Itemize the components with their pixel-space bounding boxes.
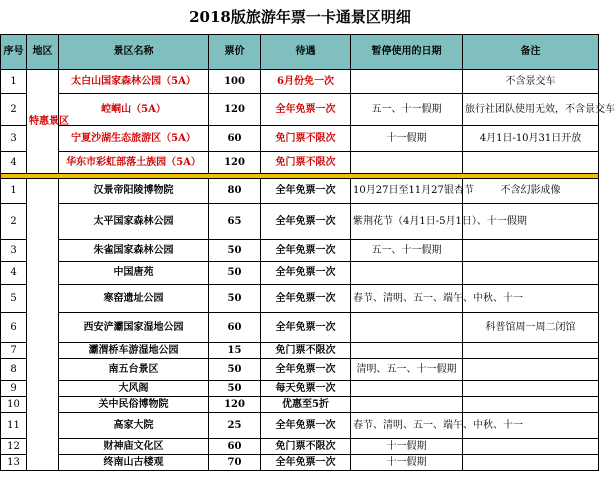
row-name: 终南山古楼观 xyxy=(59,455,209,471)
row-price: 120 xyxy=(209,397,261,413)
row-treatment: 免门票不限次 xyxy=(261,343,351,359)
header-no: 序号 xyxy=(1,35,27,70)
row-remarks xyxy=(463,343,599,359)
row-name: 财神庙文化区 xyxy=(59,439,209,455)
row-price: 50 xyxy=(209,262,261,285)
row-price: 50 xyxy=(209,285,261,313)
row-name: 南五台景区 xyxy=(59,359,209,381)
row-treatment: 免门票不限次 xyxy=(261,126,351,152)
row-remarks xyxy=(463,359,599,381)
row-remarks: 不含幻影成像 xyxy=(463,179,599,204)
row-remarks: 不含景交车 xyxy=(463,70,599,94)
row-treatment: 免门票不限次 xyxy=(261,439,351,455)
row-suspended: 清明、五一、十一假期 xyxy=(351,359,463,381)
row-treatment: 全年免票一次 xyxy=(261,240,351,262)
table-row xyxy=(1,70,599,94)
row-remarks: 4月1日-10月31日开放 xyxy=(463,126,599,152)
row-treatment: 全年免票一次 xyxy=(261,204,351,240)
row-no: 13 xyxy=(1,455,27,471)
table-row xyxy=(1,204,599,240)
row-no: 5 xyxy=(1,285,27,313)
row-price: 120 xyxy=(209,94,261,126)
header-name: 景区名称 xyxy=(59,35,209,70)
row-no: 6 xyxy=(1,313,27,343)
row-no: 7 xyxy=(1,343,27,359)
header-row xyxy=(1,35,599,70)
row-remarks xyxy=(463,397,599,413)
row-name: 西安浐灞国家湿地公园 xyxy=(59,313,209,343)
row-suspended: 十一假期 xyxy=(351,439,463,455)
row-name: 中国唐苑 xyxy=(59,262,209,285)
row-suspended: 十一假期 xyxy=(351,126,463,152)
table-row xyxy=(1,439,599,455)
row-treatment: 每天免票一次 xyxy=(261,381,351,397)
row-remarks xyxy=(463,455,599,471)
row-no: 10 xyxy=(1,397,27,413)
row-no: 8 xyxy=(1,359,27,381)
row-name: 汉景帝阳陵博物院 xyxy=(59,179,209,204)
row-suspended: 十一假期 xyxy=(351,455,463,471)
table-row xyxy=(1,262,599,285)
table-row xyxy=(1,455,599,471)
table-row xyxy=(1,126,599,152)
header-suspended: 暂停使用的日期 xyxy=(351,35,463,70)
row-suspended: 紫荆花节（4月1日-5月1日）、十一假期 xyxy=(351,204,463,240)
row-name: 寒窑遗址公园 xyxy=(59,285,209,313)
region-cell-empty xyxy=(27,179,59,471)
row-suspended: 五一、十一假期 xyxy=(351,94,463,126)
row-no: 3 xyxy=(1,240,27,262)
row-name: 关中民俗博物院 xyxy=(59,397,209,413)
table-row xyxy=(1,313,599,343)
region-cell: 特惠景区 xyxy=(27,70,59,174)
row-remarks xyxy=(463,439,599,455)
row-suspended: 10月27日至11月27银杏节 xyxy=(351,179,463,204)
header-treatment: 待遇 xyxy=(261,35,351,70)
row-no: 1 xyxy=(1,70,27,94)
table-row xyxy=(1,359,599,381)
row-treatment: 全年免票一次 xyxy=(261,285,351,313)
row-suspended xyxy=(351,397,463,413)
row-remarks xyxy=(463,262,599,285)
row-no: 11 xyxy=(1,413,27,439)
row-treatment: 全年免票一次 xyxy=(261,413,351,439)
table-row xyxy=(1,240,599,262)
row-suspended xyxy=(351,70,463,94)
row-price: 70 xyxy=(209,455,261,471)
table-row xyxy=(1,381,599,397)
row-no: 3 xyxy=(1,126,27,152)
row-remarks xyxy=(463,240,599,262)
row-no: 1 xyxy=(1,179,27,204)
header-remarks: 备注 xyxy=(463,35,599,70)
row-price: 60 xyxy=(209,313,261,343)
table-row xyxy=(1,94,599,126)
row-suspended xyxy=(351,381,463,397)
row-remarks: 旅行社团队使用无效，不含景交车 xyxy=(463,94,599,126)
header-price: 票价 xyxy=(209,35,261,70)
table-row xyxy=(1,179,599,204)
row-treatment: 免门票不限次 xyxy=(261,152,351,174)
row-treatment: 6月份免一次 xyxy=(261,70,351,94)
row-price: 15 xyxy=(209,343,261,359)
row-no: 12 xyxy=(1,439,27,455)
row-price: 60 xyxy=(209,439,261,455)
row-price: 50 xyxy=(209,240,261,262)
row-name: 宁夏沙湖生态旅游区（5A） xyxy=(59,126,209,152)
table-row xyxy=(1,285,599,313)
row-treatment: 优惠至5折 xyxy=(261,397,351,413)
row-treatment: 全年免票一次 xyxy=(261,455,351,471)
row-name: 大风阁 xyxy=(59,381,209,397)
table-row xyxy=(1,343,599,359)
row-treatment: 全年免票一次 xyxy=(261,262,351,285)
row-no: 9 xyxy=(1,381,27,397)
row-suspended xyxy=(351,313,463,343)
row-price: 80 xyxy=(209,179,261,204)
row-treatment: 全年免票一次 xyxy=(261,359,351,381)
row-suspended: 春节、清明、五一、端午、中秋、十一 xyxy=(351,413,463,439)
row-treatment: 全年免票一次 xyxy=(261,179,351,204)
row-price: 100 xyxy=(209,70,261,94)
row-suspended: 五一、十一假期 xyxy=(351,240,463,262)
row-remarks xyxy=(463,152,599,174)
header-region: 地区 xyxy=(27,35,59,70)
row-suspended xyxy=(351,152,463,174)
table-row xyxy=(1,152,599,174)
row-price: 65 xyxy=(209,204,261,240)
row-treatment: 全年免票一次 xyxy=(261,313,351,343)
table-row xyxy=(1,397,599,413)
row-price: 60 xyxy=(209,126,261,152)
row-remarks: 科普馆周一周二闭馆 xyxy=(463,313,599,343)
row-name: 灞渭桥车游湿地公园 xyxy=(59,343,209,359)
row-suspended: 春节、清明、五一、端午、中秋、十一 xyxy=(351,285,463,313)
page-title: 2018版旅游年票一卡通景区明细 xyxy=(189,8,411,26)
row-no: 4 xyxy=(1,262,27,285)
row-name: 太白山国家森林公园（5A） xyxy=(59,70,209,94)
row-suspended xyxy=(351,343,463,359)
row-no: 2 xyxy=(1,94,27,126)
row-name: 高家大院 xyxy=(59,413,209,439)
row-name: 太平国家森林公园 xyxy=(59,204,209,240)
table-row xyxy=(1,413,599,439)
row-suspended xyxy=(351,262,463,285)
row-name: 崆峒山（5A） xyxy=(59,94,209,126)
row-no: 4 xyxy=(1,152,27,174)
row-remarks xyxy=(463,381,599,397)
row-price: 50 xyxy=(209,381,261,397)
row-no: 2 xyxy=(1,204,27,240)
row-price: 50 xyxy=(209,359,261,381)
row-treatment: 全年免票一次 xyxy=(261,94,351,126)
row-price: 25 xyxy=(209,413,261,439)
row-price: 120 xyxy=(209,152,261,174)
scenic-spot-table xyxy=(0,34,615,471)
row-name: 朱雀国家森林公园 xyxy=(59,240,209,262)
row-name: 华东市彩虹部落土族园（5A） xyxy=(59,152,209,174)
